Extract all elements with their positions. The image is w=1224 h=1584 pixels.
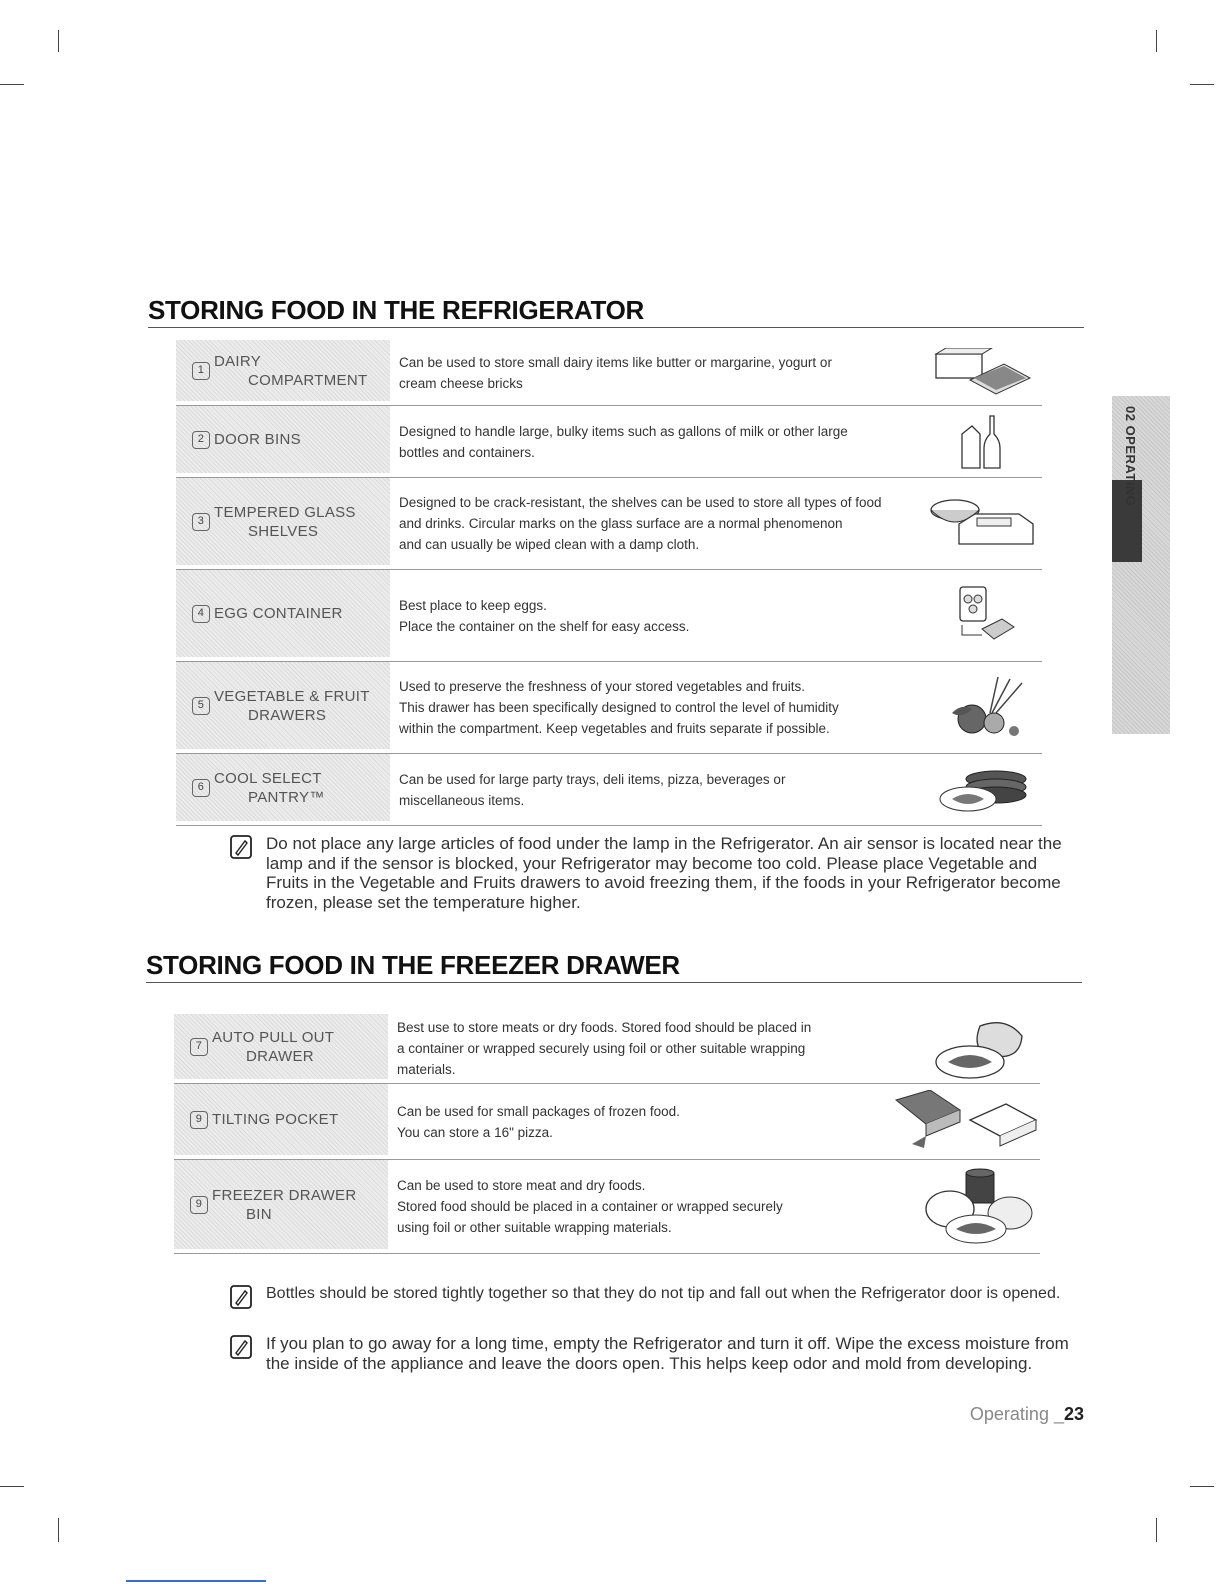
item-number: 5 xyxy=(192,697,210,715)
note-text: Do not place any large articles of food under the lamp in the Refrigerator. An air sensor is located near the lamp and if the sensor is blocked, your Refrigerator may become too cold. Please place Vegetable and Fruits in the Vegetable and Fruits drawers to avoid freezing them, if the foods in your Refrigerator become frozen, please set the temperature higher. xyxy=(266,834,1062,912)
table-row xyxy=(176,406,1042,478)
desc-line: This drawer has been specifically designed to control the level of humidity xyxy=(399,700,839,715)
label-line: SHELVES xyxy=(248,522,319,540)
desc-line: Can be used for small packages of frozen food. xyxy=(397,1103,680,1119)
label-line: COMPARTMENT xyxy=(248,371,368,389)
crop-mark xyxy=(1190,84,1214,85)
row-label xyxy=(174,1014,388,1079)
row-label xyxy=(174,1084,388,1155)
vacation-note xyxy=(230,1334,1080,1373)
item-number: 9 xyxy=(190,1111,208,1129)
row-label xyxy=(176,478,390,565)
desc-line: Can be used to store small dairy items like butter or margarine, yogurt or xyxy=(399,354,832,370)
freezer-section-title: STORING FOOD IN THE FREEZER DRAWER xyxy=(146,950,1082,983)
crop-mark xyxy=(1156,1518,1157,1542)
glass-shelves-illustration xyxy=(922,478,1042,569)
label-line: TILTING POCKET xyxy=(212,1111,339,1128)
label-line: DOOR BINS xyxy=(214,431,301,448)
row-description xyxy=(399,570,909,661)
crop-mark xyxy=(0,84,24,85)
table-row xyxy=(174,1014,1040,1084)
table-row xyxy=(176,570,1042,662)
page-number: 23 xyxy=(1063,1404,1084,1424)
row-label xyxy=(174,1160,388,1249)
desc-line: Stored food should be placed in a container or wrapped securely xyxy=(397,1199,783,1214)
label-line: FREEZER DRAWER xyxy=(212,1186,357,1204)
label-line: BIN xyxy=(246,1205,272,1223)
refrigerator-note xyxy=(230,834,1080,912)
desc-line: materials. xyxy=(397,1062,456,1077)
page-footer xyxy=(970,1404,1084,1425)
crop-mark xyxy=(58,1518,59,1542)
desc-line: Best place to keep eggs. xyxy=(399,597,547,613)
row-label xyxy=(176,570,390,657)
item-number: 6 xyxy=(192,779,210,797)
desc-line: Place the container on the shelf for easy access. xyxy=(399,618,690,634)
item-number: 7 xyxy=(190,1038,208,1056)
table-row xyxy=(176,478,1042,570)
desc-line: Best use to store meats or dry foods. Stored food should be placed in xyxy=(397,1020,812,1035)
item-number: 3 xyxy=(192,513,210,531)
desc-line: Designed to be crack-resistant, the shelves can be used to store all types of food xyxy=(399,495,882,510)
crop-mark xyxy=(0,1486,24,1487)
row-label xyxy=(176,340,390,401)
desc-line: cream cheese bricks xyxy=(399,375,523,391)
label-line: TEMPERED GLASS xyxy=(214,503,356,521)
label-line: COOL SELECT xyxy=(214,769,322,787)
bottom-underline xyxy=(126,1580,266,1582)
row-description xyxy=(399,662,909,753)
desc-line: using foil or other suitable wrapping materials. xyxy=(397,1220,672,1235)
door-bins-illustration xyxy=(922,406,1042,477)
desc-line: Designed to handle large, bulky items such as gallons of milk or other large xyxy=(399,423,848,439)
item-number: 1 xyxy=(192,362,210,380)
footer-section: Operating _ xyxy=(969,1404,1064,1424)
desc-line: Can be used for large party trays, deli items, pizza, beverages or xyxy=(399,771,786,787)
desc-line: Can be used to store meat and dry foods. xyxy=(397,1178,646,1193)
label-line: DRAWERS xyxy=(248,706,327,724)
freezer-food-illustration xyxy=(920,1160,1040,1253)
row-description xyxy=(399,478,909,569)
desc-line: Used to preserve the freshness of your stored vegetables and fruits. xyxy=(399,679,805,694)
dairy-compartment-illustration xyxy=(922,340,1042,405)
row-description xyxy=(397,1160,907,1253)
side-tab-label: 02 OPERATING xyxy=(1123,406,1138,507)
item-number: 4 xyxy=(192,605,210,623)
desc-line: bottles and containers. xyxy=(399,444,535,460)
crop-mark xyxy=(1190,1486,1214,1487)
row-description xyxy=(399,754,909,825)
refrigerator-section-title: STORING FOOD IN THE REFRIGERATOR xyxy=(148,295,1084,328)
table-row xyxy=(174,1084,1040,1160)
note-text: If you plan to go away for a long time, empty the Refrigerator and turn it off. Wipe the excess moisture from the inside of the appliance and leave the doors open. This helps keep odor and mold from developing. xyxy=(266,1334,1069,1373)
row-description xyxy=(397,1084,907,1159)
desc-line: and can usually be wiped clean with a damp cloth. xyxy=(399,537,700,552)
desc-line: miscellaneous items. xyxy=(399,792,525,808)
row-description xyxy=(397,1014,907,1083)
chapter-side-tab xyxy=(1112,396,1170,734)
crop-mark xyxy=(58,30,59,52)
row-description xyxy=(399,340,909,405)
desc-line: You can store a 16" pizza. xyxy=(397,1124,553,1140)
label-line: VEGETABLE & FRUIT xyxy=(214,687,370,705)
desc-line: within the compartment. Keep vegetables and fruits separate if possible. xyxy=(399,721,830,736)
meat-illustration xyxy=(920,1014,1040,1083)
desc-line: a container or wrapped securely using foil or other suitable wrapping xyxy=(397,1041,806,1056)
crop-mark xyxy=(1156,30,1157,52)
row-label xyxy=(176,754,390,821)
memo-pencil-icon xyxy=(230,835,252,859)
table-row xyxy=(176,754,1042,826)
row-label xyxy=(176,662,390,749)
pizza-box-illustration xyxy=(890,1084,1040,1159)
freezer-table xyxy=(174,1014,1040,1254)
item-number: 2 xyxy=(192,431,210,449)
pantry-tray-illustration xyxy=(922,754,1042,825)
memo-pencil-icon xyxy=(230,1285,252,1309)
label-line: AUTO PULL OUT xyxy=(212,1028,335,1046)
table-row xyxy=(174,1160,1040,1254)
row-description xyxy=(399,406,909,477)
refrigerator-table xyxy=(176,340,1042,826)
label-line: PANTRY™ xyxy=(248,788,325,806)
item-number: 9 xyxy=(190,1196,208,1214)
note-text: Bottles should be stored tightly together so that they do not tip and fall out when the Refrigerator door is opened. xyxy=(266,1285,1061,1302)
table-row xyxy=(176,662,1042,754)
egg-container-illustration xyxy=(922,570,1042,661)
desc-line: and drinks. Circular marks on the glass surface are a normal phenomenon xyxy=(399,516,843,531)
vegetables-illustration xyxy=(922,662,1042,753)
table-row xyxy=(176,340,1042,406)
label-line: DRAWER xyxy=(246,1047,314,1065)
label-line: EGG CONTAINER xyxy=(214,605,343,622)
bottles-note xyxy=(230,1284,1080,1304)
row-label xyxy=(176,406,390,473)
label-line: DAIRY xyxy=(214,352,262,370)
memo-pencil-icon xyxy=(230,1335,252,1359)
